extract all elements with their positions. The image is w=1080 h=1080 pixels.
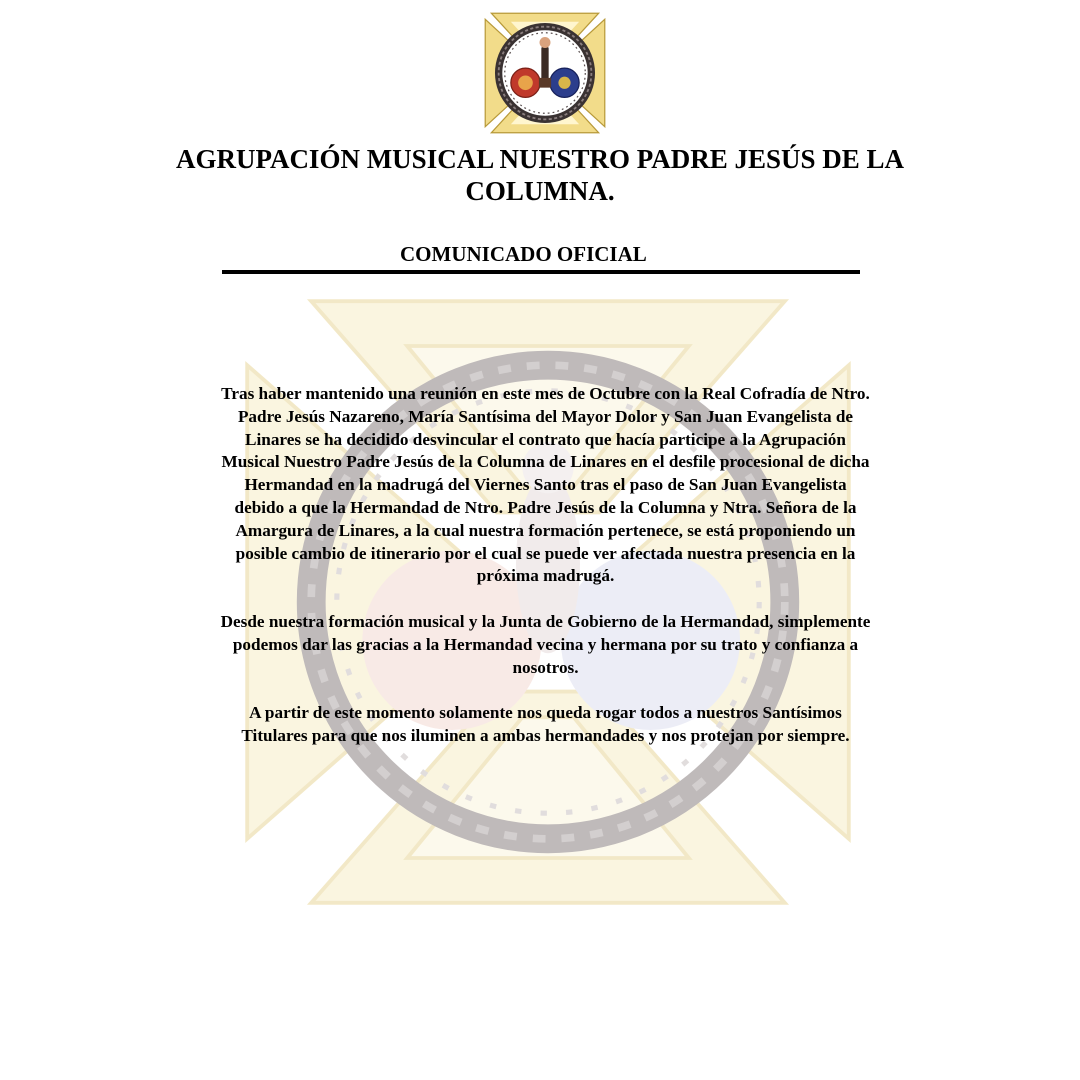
brotherhood-crest-icon [484,12,606,134]
paragraph-1: Tras haber mantenido una reunión en este mes de Octubre con la Real Cofradía de Ntro. Padre Jesús Nazareno, María Santísima del Mayor Dolor y San Juan Evangelista de Linares se ha decidido desvincular el contrato que hacía participe a la Agrupación Musical Nuestro Padre Jesús de la Columna de Linares en el desfile procesional de dicha Hermandad en la madrugá del Viernes Santo tras el paso de San Juan Evangelista debido a que la Hermandad de Ntro. Padre Jesús de la Columna y Ntra. Señora de la Amargura de Linares, a la cual nuestra formación pertenece, se está proponiendo un posible cambio de itinerario por el cual se puede ver afectada nuestra presencia en la próxima madrugá. [221,384,870,586]
paragraph-2: Desde nuestra formación musical y la Junta de Gobierno de la Hermandad, simplemente podemos dar las gracias a la Hermandad vecina y hermana por su trato y confianza a nosotros. [220,611,871,677]
paragraph-3: A partir de este momento solamente nos queda rogar todos a nuestros Santísimos Titulares para que nos iluminen a ambas hermandades y nos protejan por siempre. [241,703,850,745]
document-body [218,383,873,771]
document-title: AGRUPACIÓN MUSICAL NUESTRO PADRE JESÚS DE LA COLUMNA. [175,144,905,206]
document-subtitle: COMUNICADO OFICIAL [400,242,647,266]
subtitle-underline [222,240,860,274]
